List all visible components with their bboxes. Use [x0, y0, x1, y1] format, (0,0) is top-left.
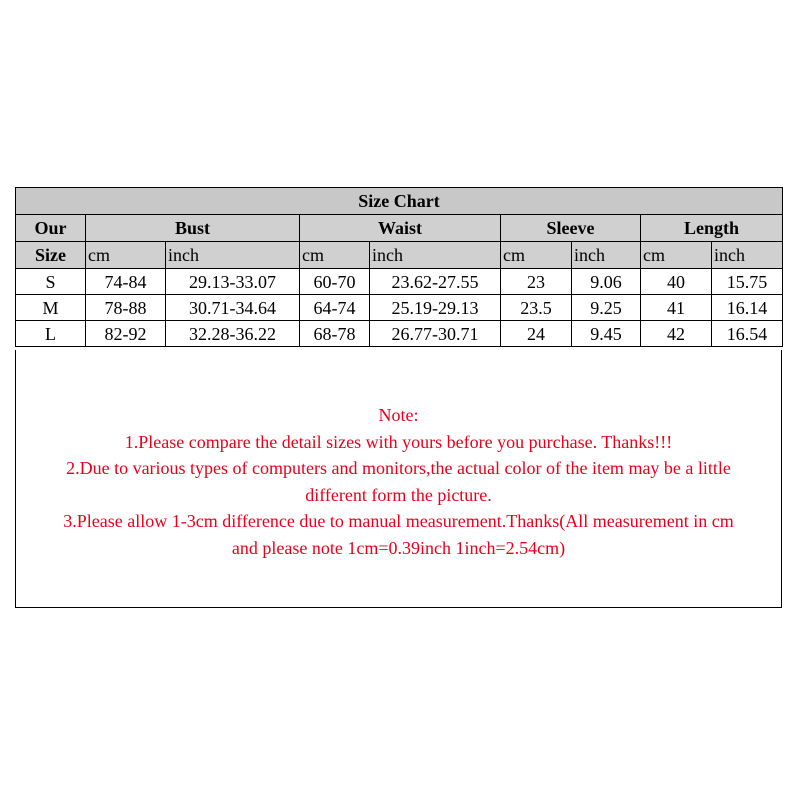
- note-line: 1.Please compare the detail sizes with yours before you purchase. Thanks!!!: [124, 431, 673, 452]
- sleeve-inch-cell: 9.45: [572, 321, 641, 347]
- chart-title: Size Chart: [16, 188, 783, 215]
- length-inch-unit: inch: [712, 242, 783, 269]
- bust-inch-cell: 32.28-36.22: [166, 321, 300, 347]
- sleeve-header: Sleeve: [501, 215, 641, 242]
- size-cell: M: [16, 295, 86, 321]
- notes-box: [15, 350, 782, 608]
- length-cm-cell: 40: [641, 269, 712, 295]
- table-row: [16, 269, 783, 295]
- sleeve-inch-cell: 9.06: [572, 269, 641, 295]
- waist-inch-cell: 26.77-30.71: [370, 321, 501, 347]
- waist-inch-cell: 25.19-29.13: [370, 295, 501, 321]
- waist-inch-cell: 23.62-27.55: [370, 269, 501, 295]
- bust-cm-unit: cm: [86, 242, 166, 269]
- note-line: 3.Please allow 1-3cm difference due to manual measurement.Thanks(All measurement in cm: [63, 511, 734, 531]
- bust-header: Bust: [86, 215, 300, 242]
- sleeve-inch-cell: 9.25: [572, 295, 641, 321]
- note-line: different form the picture.: [305, 484, 492, 505]
- length-cm-unit: cm: [641, 242, 712, 269]
- bust-inch-cell: 30.71-34.64: [166, 295, 300, 321]
- bust-cm-cell: 78-88: [86, 295, 166, 321]
- bust-cm-cell: 74-84: [86, 269, 166, 295]
- waist-cm-cell: 68-78: [300, 321, 370, 347]
- length-inch-cell: 15.75: [712, 269, 783, 295]
- waist-inch-unit: inch: [370, 242, 501, 269]
- sleeve-cm-cell: 24: [501, 321, 572, 347]
- waist-cm-unit: cm: [300, 242, 370, 269]
- notes-text: [16, 402, 781, 561]
- our-size-header-line1: Our: [16, 215, 86, 242]
- size-chart-table: [15, 187, 783, 347]
- sleeve-cm-unit: cm: [501, 242, 572, 269]
- waist-header: Waist: [300, 215, 501, 242]
- size-cell: S: [16, 269, 86, 295]
- note-line: and please note 1cm=0.39inch 1inch=2.54cm): [231, 537, 566, 558]
- sleeve-cm-cell: 23.5: [501, 295, 572, 321]
- sleeve-inch-unit: inch: [572, 242, 641, 269]
- bust-inch-unit: inch: [166, 242, 300, 269]
- bust-cm-cell: 82-92: [86, 321, 166, 347]
- sleeve-cm-cell: 23: [501, 269, 572, 295]
- note-heading: Note:: [378, 405, 419, 425]
- note-line: 2.Due to various types of computers and monitors,the actual color of the item may be a little: [66, 458, 731, 478]
- length-header: Length: [641, 215, 783, 242]
- length-inch-cell: 16.54: [712, 321, 783, 347]
- length-inch-cell: 16.14: [712, 295, 783, 321]
- bust-inch-cell: 29.13-33.07: [166, 269, 300, 295]
- size-cell: L: [16, 321, 86, 347]
- table-row: [16, 321, 783, 347]
- table-row: [16, 295, 783, 321]
- waist-cm-cell: 60-70: [300, 269, 370, 295]
- our-size-header-line2: Size: [16, 242, 86, 269]
- waist-cm-cell: 64-74: [300, 295, 370, 321]
- length-cm-cell: 42: [641, 321, 712, 347]
- length-cm-cell: 41: [641, 295, 712, 321]
